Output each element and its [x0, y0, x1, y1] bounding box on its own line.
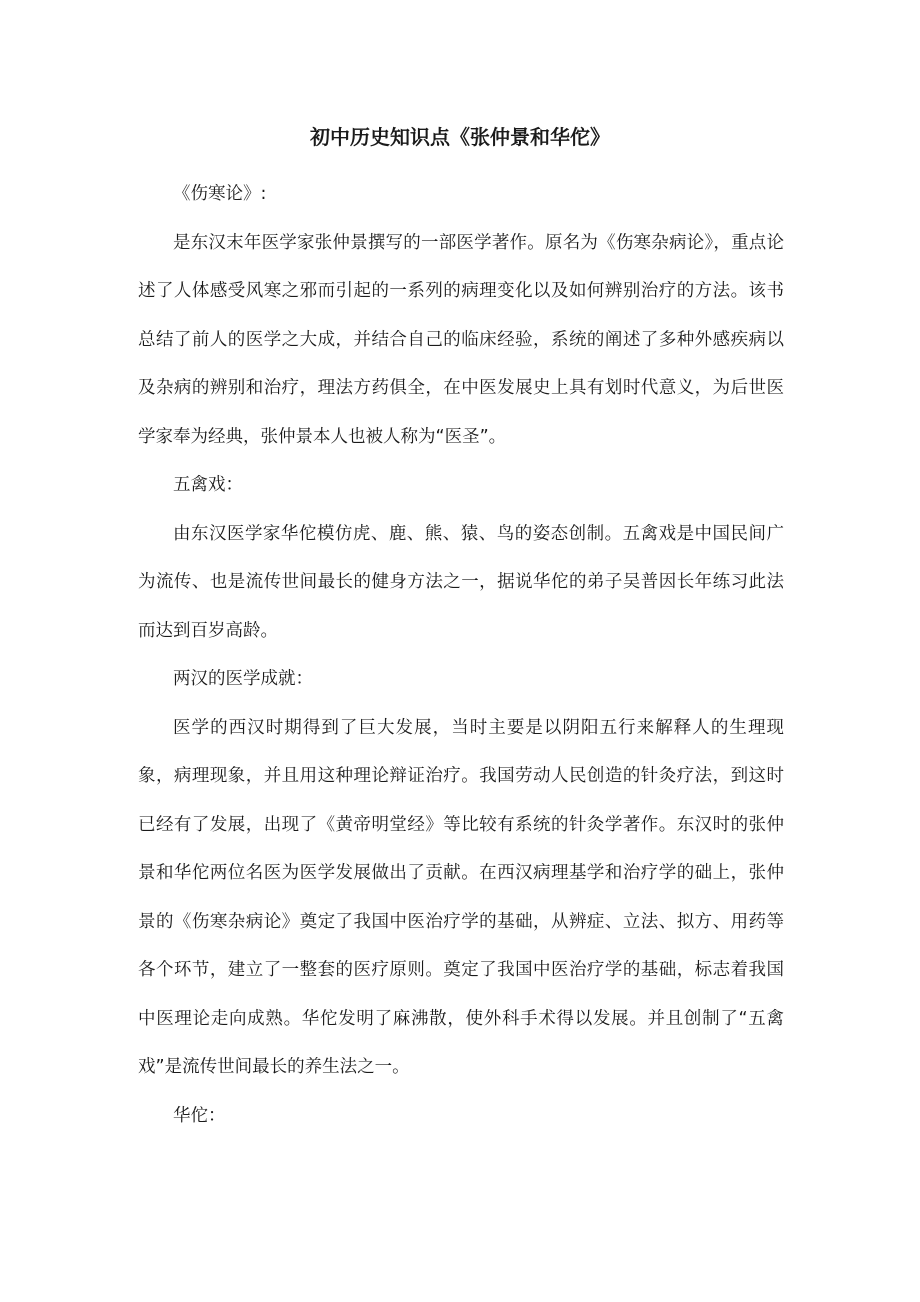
- heading-huatuo: 华佗：: [173, 1105, 226, 1126]
- document-title: 初中历史知识点《张仲景和华佗》: [310, 125, 610, 149]
- heading-medical-achievements: 两汉的医学成就：: [173, 669, 313, 689]
- paragraph-shanghanlun: 是东汉末年医学家张仲景撰写的一部医学著作。原名为《伤寒杂病论》，重点论述了人体感受风寒之邪而引起的一系列的病理变化以及如何辨别治疗的方法。该书总结了前人的医学之大成，并结合自己的临床经验，系统的阐述了多种外感疾病以及杂病的辨别和治疗，理法方药俱全，在中医发展史上具有划时代意义，为后世医学家奉为经典，张仲景本人也被人称为“医圣”。: [138, 232, 784, 447]
- paragraph-wuqinxi: 由东汉医学家华佗模仿虎、鹿、熊、猿、鸟的姿态创制。五禽戏是中国民间广为流传、也是流传世间最长的健身方法之一，据说华佗的弟子吴普因长年练习此法而达到百岁高龄。: [138, 523, 784, 641]
- document-body: [138, 170, 784, 1140]
- heading-shanghanlun: 《伤寒论》:: [173, 184, 267, 204]
- heading-wuqinxi: 五禽戏：: [173, 475, 243, 495]
- paragraph-medical-achievements: 医学的西汉时期得到了巨大发展，当时主要是以阴阳五行来解释人的生理现象，病理现象，并且用这种理论辩证治疗。我国劳动人民创造的针灸疗法，到这时已经有了发展，出现了《黄帝明堂经》等比较有系统的针灸学著作。东汉时的张仲景和华佗两位名医为医学发展做出了贡献。在西汉病理基学和治疗学的础上，张仲景的《伤寒杂病论》奠定了我国中医治疗学的基础，从辨症、立法、拟方、用药等各个环节，建立了一整套的医疗原则。奠定了我国中医治疗学的基础，标志着我国中医理论走向成熟。华佗发明了麻沸散，使外科手术得以发展。并且创制了“五禽戏”是流传世间最长的养生法之一。: [138, 717, 784, 1077]
